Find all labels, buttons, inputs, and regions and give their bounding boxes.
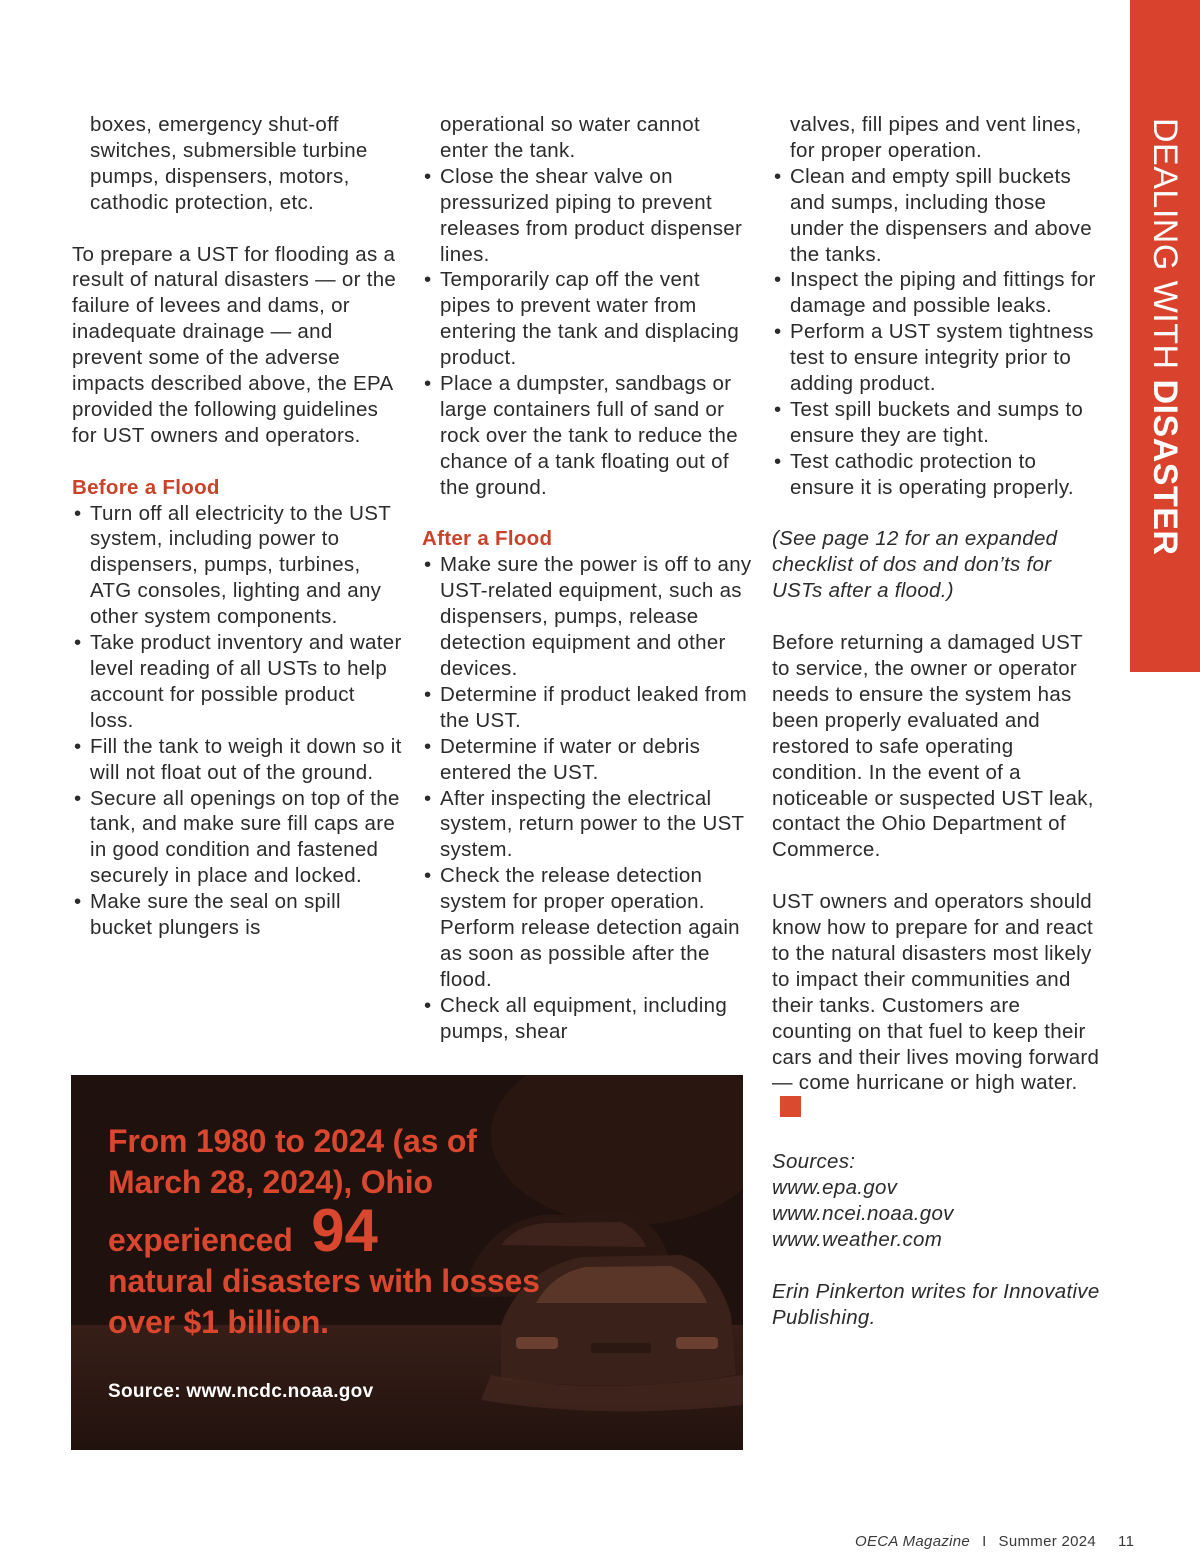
before-flood-list-continued [422,164,752,501]
page-number: 11 [1118,1533,1135,1550]
page-footer [855,1533,1165,1550]
list-item: • Make sure the seal on spill bucket plungers is [72,889,402,941]
stat-callout-box [71,1075,743,1450]
list-item: • Make sure the power is off to any UST-related equipment, such as dispensers, pumps, release detection equipment and other devices. [422,552,752,682]
closing-paragraph-2-text: UST owners and operators should know how to prepare for and react to the natural disasters most likely to impact their communities and their tanks. Customers are counting on that fuel to keep their cars and their lives moving forward — come hurricane or high water. [772,890,1100,1095]
after-flood-list-continued [772,164,1102,501]
closing-paragraph-2 [772,889,1102,1123]
see-page-note: (See page 12 for an expanded checklist of dos and don’ts for USTs after a flood.) [772,527,1058,603]
sources-label: Sources: [772,1150,856,1174]
list-item-continuation: operational so water cannot enter the tank. [440,113,700,162]
section-tab-light: DEALING WITH [1146,118,1184,370]
source-link[interactable]: www.epa.gov [772,1176,898,1200]
section-tab-label [1148,118,1182,555]
list-item: • Close the shear valve on pressurized piping to prevent releases from product dispenser lines. [422,164,752,268]
section-tab-bold: DISASTER [1146,379,1184,556]
list-item: • Turn off all electricity to the UST system, including power to dispensers, pumps, turbines, ATG consoles, lighting and any other system components. [72,501,402,631]
stat-number: 94 [311,1197,378,1264]
publication-name: OECA Magazine [855,1533,971,1550]
list-item: • Test cathodic protection to ensure it is operating properly. [772,449,1102,501]
stat-text-line1: From 1980 to 2024 (as of March 28, 2024), Ohio experienced [108,1123,477,1258]
stat-text-line2: natural disasters with losses over $1 billion. [108,1263,540,1340]
source-link[interactable]: www.ncei.noaa.gov [772,1202,954,1225]
list-item: • Clean and empty spill buckets and sumps, including those under the dispensers and above the tanks. [772,164,1102,268]
after-flood-heading: After a Flood [422,527,553,551]
source-link[interactable]: www.weather.com [772,1227,943,1251]
list-item: • Inspect the piping and fittings for damage and possible leaks. [772,267,1102,319]
stat-headline [108,1121,568,1343]
list-item: • Take product inventory and water level reading of all USTs to help account for possible product loss. [72,630,402,734]
stat-source: Source: www.ncdc.noaa.gov [108,1381,374,1402]
list-item: • After inspecting the electrical system, return power to the UST system. [422,786,752,864]
intro-paragraph: To prepare a UST for flooding as a result of natural disasters — or the failure of levees and dams, or inadequate drainage — and prevent some of the adverse impacts described above, the EPA provided the following guidelines for UST owners and operators. [72,242,397,447]
list-item: • Check the release detection system for proper operation. Perform release detection again as soon as possible after the flood. [422,863,752,993]
list-item: • Determine if water or debris entered the UST. [422,734,752,786]
author-byline: Erin Pinkerton writes for Innovative Publishing. [772,1279,1100,1329]
footer-separator: I [982,1533,987,1550]
closing-paragraph-1: Before returning a damaged UST to service, the owner or operator needs to ensure the system has been properly evaluated and restored to safe operating condition. In the event of a noticeable or suspected UST leak, contact the Ohio Department of Commerce. [772,631,1094,862]
before-flood-list [72,501,402,941]
article-column-3 [772,112,1102,1331]
section-tab [1130,0,1200,672]
list-item: • Check all equipment, including pumps, shear [422,993,752,1045]
after-flood-list [422,552,752,1044]
list-item-continuation: boxes, emergency shut-off switches, submersible turbine pumps, dispensers, motors, cathodic protection, etc. [90,113,368,214]
issue-date: Summer 2024 [998,1533,1097,1550]
end-mark-icon [780,1096,801,1117]
list-item: • Temporarily cap off the vent pipes to prevent water from entering the tank and displacing product. [422,267,752,371]
list-item: • Place a dumpster, sandbags or large containers full of sand or rock over the tank to reduce the chance of a tank floating out of the ground. [422,371,752,501]
before-flood-heading: Before a Flood [72,475,220,499]
list-item-continuation: valves, fill pipes and vent lines, for proper operation. [790,113,1082,162]
article-column-1 [72,112,402,941]
article-column-2 [422,112,752,1045]
list-item: • Fill the tank to weigh it down so it will not float out of the ground. [72,734,402,786]
list-item: • Perform a UST system tightness test to ensure integrity prior to adding product. [772,319,1102,397]
list-item: • Secure all openings on top of the tank, and make sure fill caps are in good condition and fastened securely in place and locked. [72,786,402,890]
list-item: • Determine if product leaked from the UST. [422,682,752,734]
list-item: • Test spill buckets and sumps to ensure they are tight. [772,397,1102,449]
